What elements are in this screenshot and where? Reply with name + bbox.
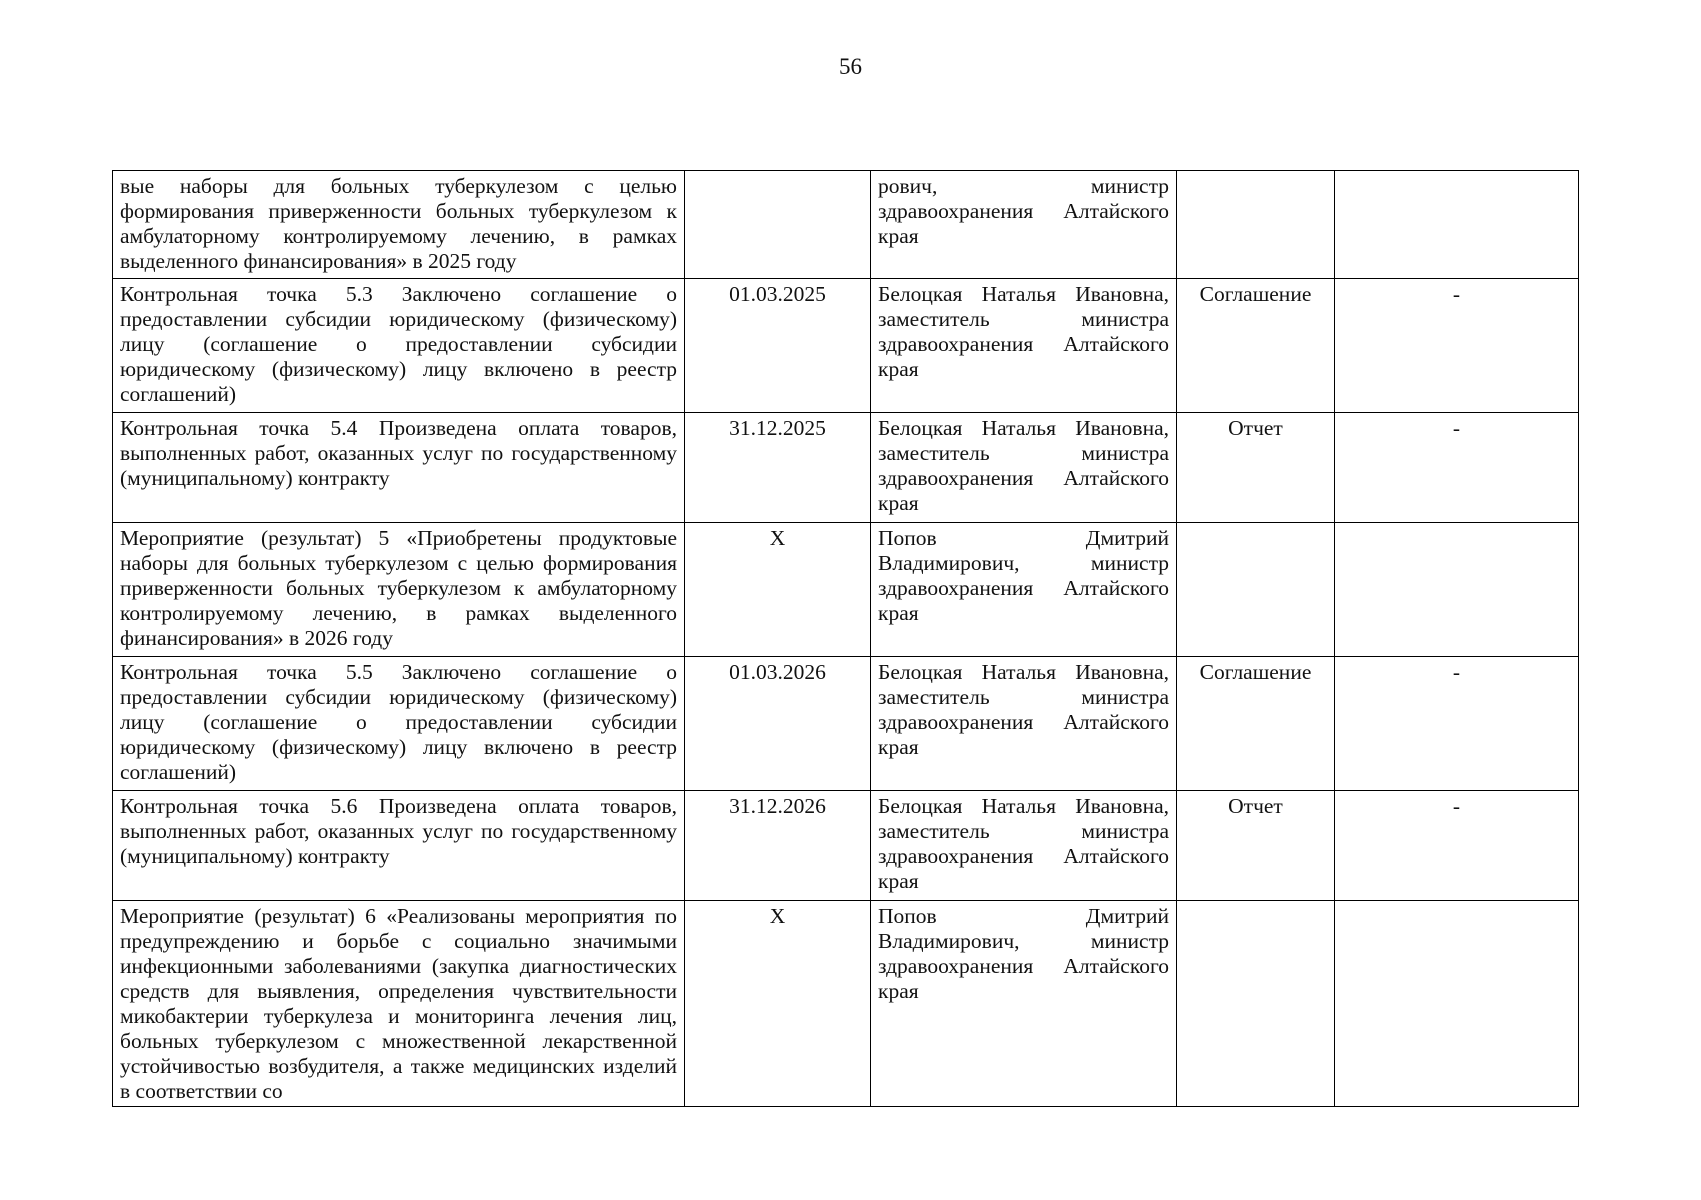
date-cell: X: [685, 901, 871, 1107]
table-row: [113, 171, 1579, 279]
description-cell: вые наборы для больных туберкулезом с целью формирования приверженности больных туберкулезом к амбулаторному контролируемому лечению, в рамках выделенного финансирования» в 2025 году: [113, 171, 685, 279]
document-cell: Отчет: [1177, 791, 1335, 901]
responsible-cell: Белоцкая Наталья Ивановна, заместитель министра здравоохранения Алтайского края: [871, 657, 1177, 791]
document-cell: [1177, 901, 1335, 1107]
table-row: [113, 657, 1579, 791]
responsible-cell: Белоцкая Наталья Ивановна, заместитель министра здравоохранения Алтайского края: [871, 279, 1177, 413]
date-cell: 01.03.2025: [685, 279, 871, 413]
document-cell: [1177, 171, 1335, 279]
description-cell: Контрольная точка 5.5 Заключено соглашение о предоставлении субсидии юридическому (физическому) лицу (соглашение о предоставлении субсидии юридическому (физическому) лицу включено в реестр соглашений): [113, 657, 685, 791]
table-row: [113, 413, 1579, 523]
description-cell: Мероприятие (результат) 6 «Реализованы мероприятия по предупреждению и борьбе с социально значимыми инфекционными заболеваниями (закупка диагностических средств для выявления, определения чувствительности микобактерии туберкулеза и мониторинга лечения лиц, больных туберкулезом с множественной лекарственной устойчивостью возбудителя, а также медицинских изделий в соответствии со: [113, 901, 685, 1107]
activities-table: [112, 170, 1579, 1107]
note-cell: -: [1335, 791, 1579, 901]
date-cell: 01.03.2026: [685, 657, 871, 791]
page-number: 56: [839, 54, 862, 79]
note-cell: -: [1335, 279, 1579, 413]
responsible-cell: рович, министр здравоохранения Алтайского края: [871, 171, 1177, 279]
document-cell: Отчет: [1177, 413, 1335, 523]
responsible-cell: Белоцкая Наталья Ивановна, заместитель министра здравоохранения Алтайского края: [871, 413, 1177, 523]
description-cell: Контрольная точка 5.6 Произведена оплата товаров, выполненных работ, оказанных услуг по государственному (муниципальному) контракту: [113, 791, 685, 901]
note-cell: [1335, 171, 1579, 279]
responsible-cell: Белоцкая Наталья Ивановна, заместитель министра здравоохранения Алтайского края: [871, 791, 1177, 901]
document-cell: Соглашение: [1177, 657, 1335, 791]
responsible-cell: Попов Дмитрий Владимирович, министр здравоохранения Алтайского края: [871, 523, 1177, 657]
note-cell: [1335, 901, 1579, 1107]
date-cell: [685, 171, 871, 279]
document-cell: [1177, 523, 1335, 657]
note-cell: [1335, 523, 1579, 657]
description-cell: Контрольная точка 5.3 Заключено соглашение о предоставлении субсидии юридическому (физическому) лицу (соглашение о предоставлении субсидии юридическому (физическому) лицу включено в реестр соглашений): [113, 279, 685, 413]
table-row: [113, 279, 1579, 413]
table-row: [113, 901, 1579, 1107]
date-cell: 31.12.2025: [685, 413, 871, 523]
note-cell: -: [1335, 657, 1579, 791]
table-row: [113, 523, 1579, 657]
table-row: [113, 791, 1579, 901]
description-cell: Контрольная точка 5.4 Произведена оплата товаров, выполненных работ, оказанных услуг по государственному (муниципальному) контракту: [113, 413, 685, 523]
note-cell: -: [1335, 413, 1579, 523]
date-cell: X: [685, 523, 871, 657]
date-cell: 31.12.2026: [685, 791, 871, 901]
responsible-cell: Попов Дмитрий Владимирович, министр здравоохранения Алтайского края: [871, 901, 1177, 1107]
description-cell: Мероприятие (результат) 5 «Приобретены продуктовые наборы для больных туберкулезом с целью формирования приверженности больных туберкулезом к амбулаторному контролируемому лечению, в рамках выделенного финансирования» в 2026 году: [113, 523, 685, 657]
document-cell: Соглашение: [1177, 279, 1335, 413]
